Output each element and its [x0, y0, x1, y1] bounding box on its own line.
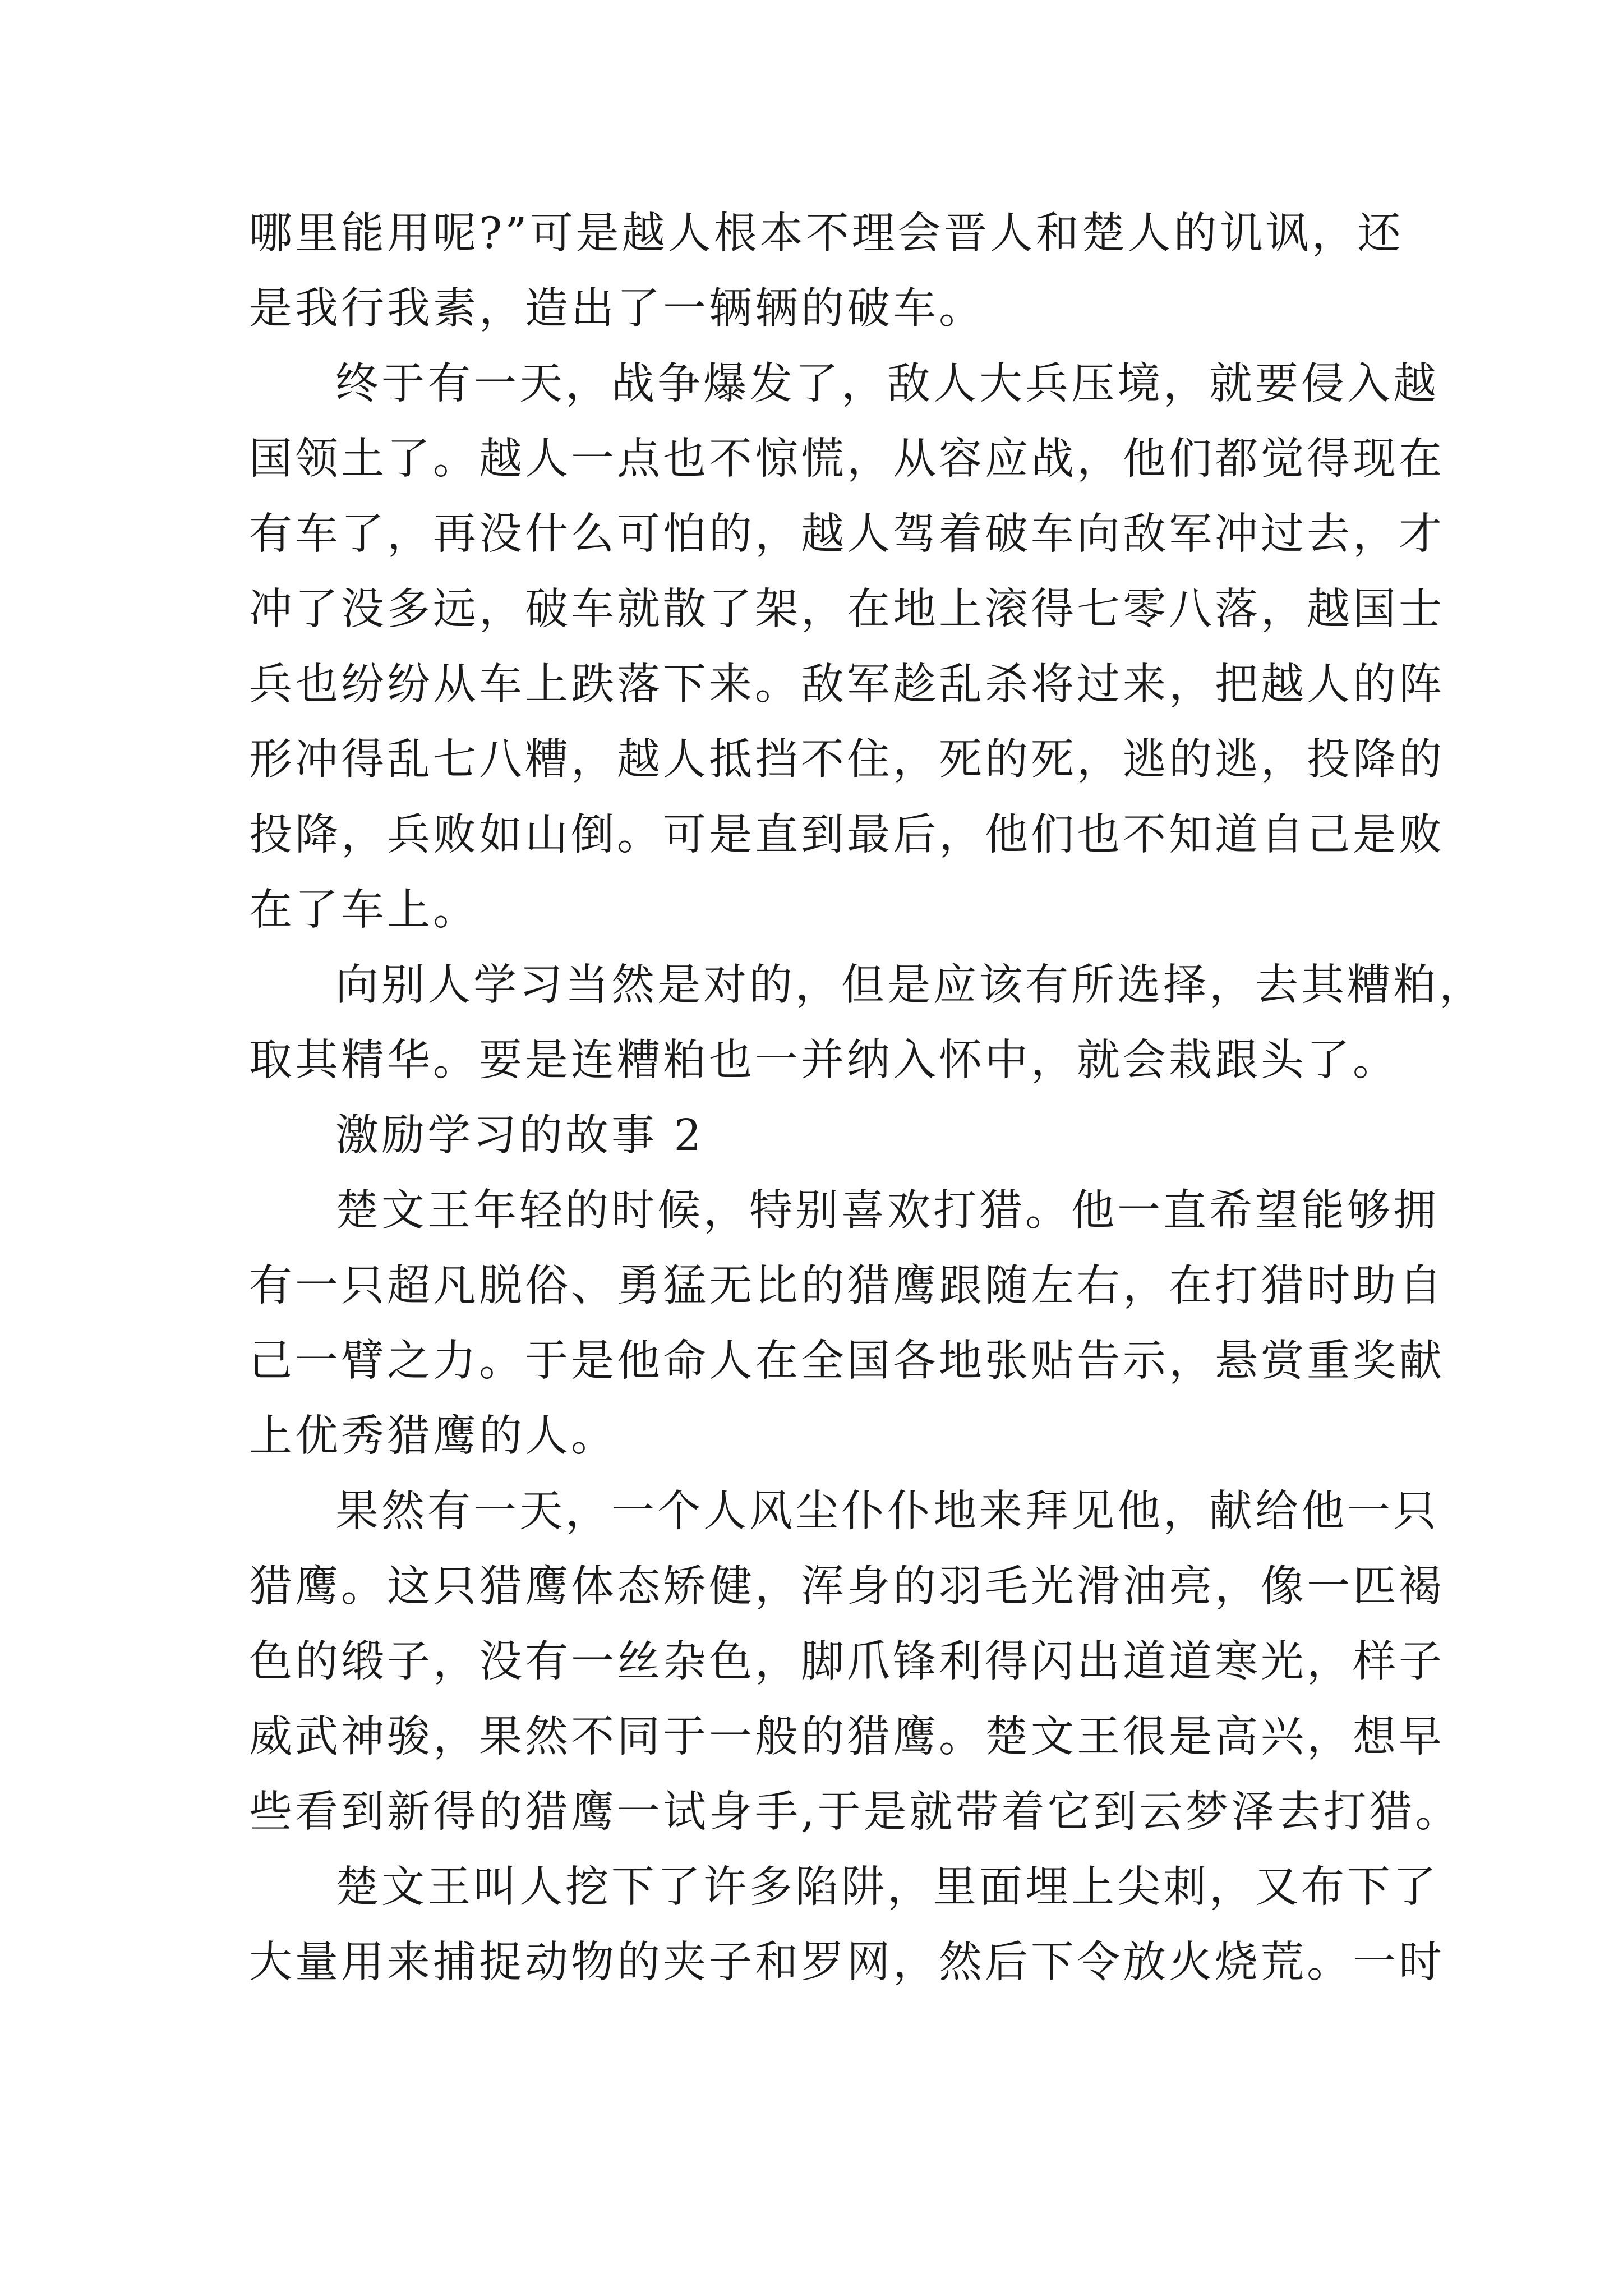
text-line: 兵也纷纷从车上跌落下来。敌军趁乱杀将过来，把越人的阵 — [249, 660, 1445, 710]
paragraph-1 — [249, 196, 1404, 347]
text-line: 投降，兵败如山倒。可是直到最后，他们也不知道自己是败 — [249, 810, 1445, 860]
text-line: 些看到新得的猎鹰一试身手,于是就带着它到云梦泽去打猎。 — [249, 1787, 1461, 1837]
section-title: 激励学习的故事 2 — [335, 1111, 704, 1161]
text-line: 楚文王年轻的时候，特别喜欢打猎。他一直希望能够拥 — [335, 1186, 1439, 1236]
text-line: 己一臂之力。于是他命人在全国各地张贴告示，悬赏重奖献 — [249, 1336, 1445, 1386]
text-line: 哪里能用呢?”可是越人根本不理会晋人和楚人的讥讽，还 — [249, 209, 1404, 259]
text-line: 终于有一天，战争爆发了，敌人大兵压境，就要侵入越 — [335, 359, 1439, 409]
text-line: 有一只超凡脱俗、勇猛无比的猎鹰跟随左右，在打猎时助自 — [249, 1261, 1445, 1311]
text-line: 国领土了。越人一点也不惊慌，从容应战，他们都觉得现在 — [249, 434, 1445, 484]
document-body — [249, 196, 1485, 2000]
text-line: 形冲得乱七八糟，越人抵挡不住，死的死，逃的逃，投降的 — [249, 735, 1445, 785]
paragraph-4 — [249, 1174, 1445, 1474]
text-line: 冲了没多远，破车就散了架，在地上滚得七零八落，越国士 — [249, 585, 1445, 634]
text-line: 猎鹰。这只猎鹰体态矫健，浑身的羽毛光滑油亮，像一匹褐 — [249, 1562, 1445, 1612]
text-line: 大量用来捕捉动物的夹子和罗网，然后下令放火烧荒。一时 — [249, 1938, 1445, 1987]
text-line: 在了车上。 — [249, 885, 479, 935]
section-heading — [249, 1098, 1382, 1174]
paragraph-3 — [249, 948, 1485, 1098]
paragraph-5 — [249, 1474, 1461, 1850]
paragraph-2 — [249, 347, 1445, 948]
text-line: 楚文王叫人挖下了许多陷阱，里面埋上尖刺，又布下了 — [335, 1862, 1439, 1912]
text-line: 有车了，再没什么可怕的，越人驾着破车向敌军冲过去，才 — [249, 509, 1445, 559]
text-line: 色的缎子，没有一丝杂色，脚爪锋利得闪出道道寒光，样子 — [249, 1637, 1445, 1687]
text-line: 上优秀猎鹰的人。 — [249, 1411, 617, 1461]
text-line: 果然有一天，一个人风尘仆仆地来拜见他，献给他一只 — [335, 1487, 1439, 1536]
text-line: 取其精华。要是连糟粕也一并纳入怀中，就会栽跟头了。 — [249, 1036, 1399, 1085]
text-line: 是我行我素，造出了一辆辆的破车。 — [249, 284, 985, 334]
paragraph-6 — [249, 1850, 1445, 2000]
text-line: 向别人学习当然是对的，但是应该有所选择，去其糟粕， — [335, 960, 1485, 1010]
text-line: 威武神骏，果然不同于一般的猎鹰。楚文王很是高兴，想早 — [249, 1712, 1445, 1762]
